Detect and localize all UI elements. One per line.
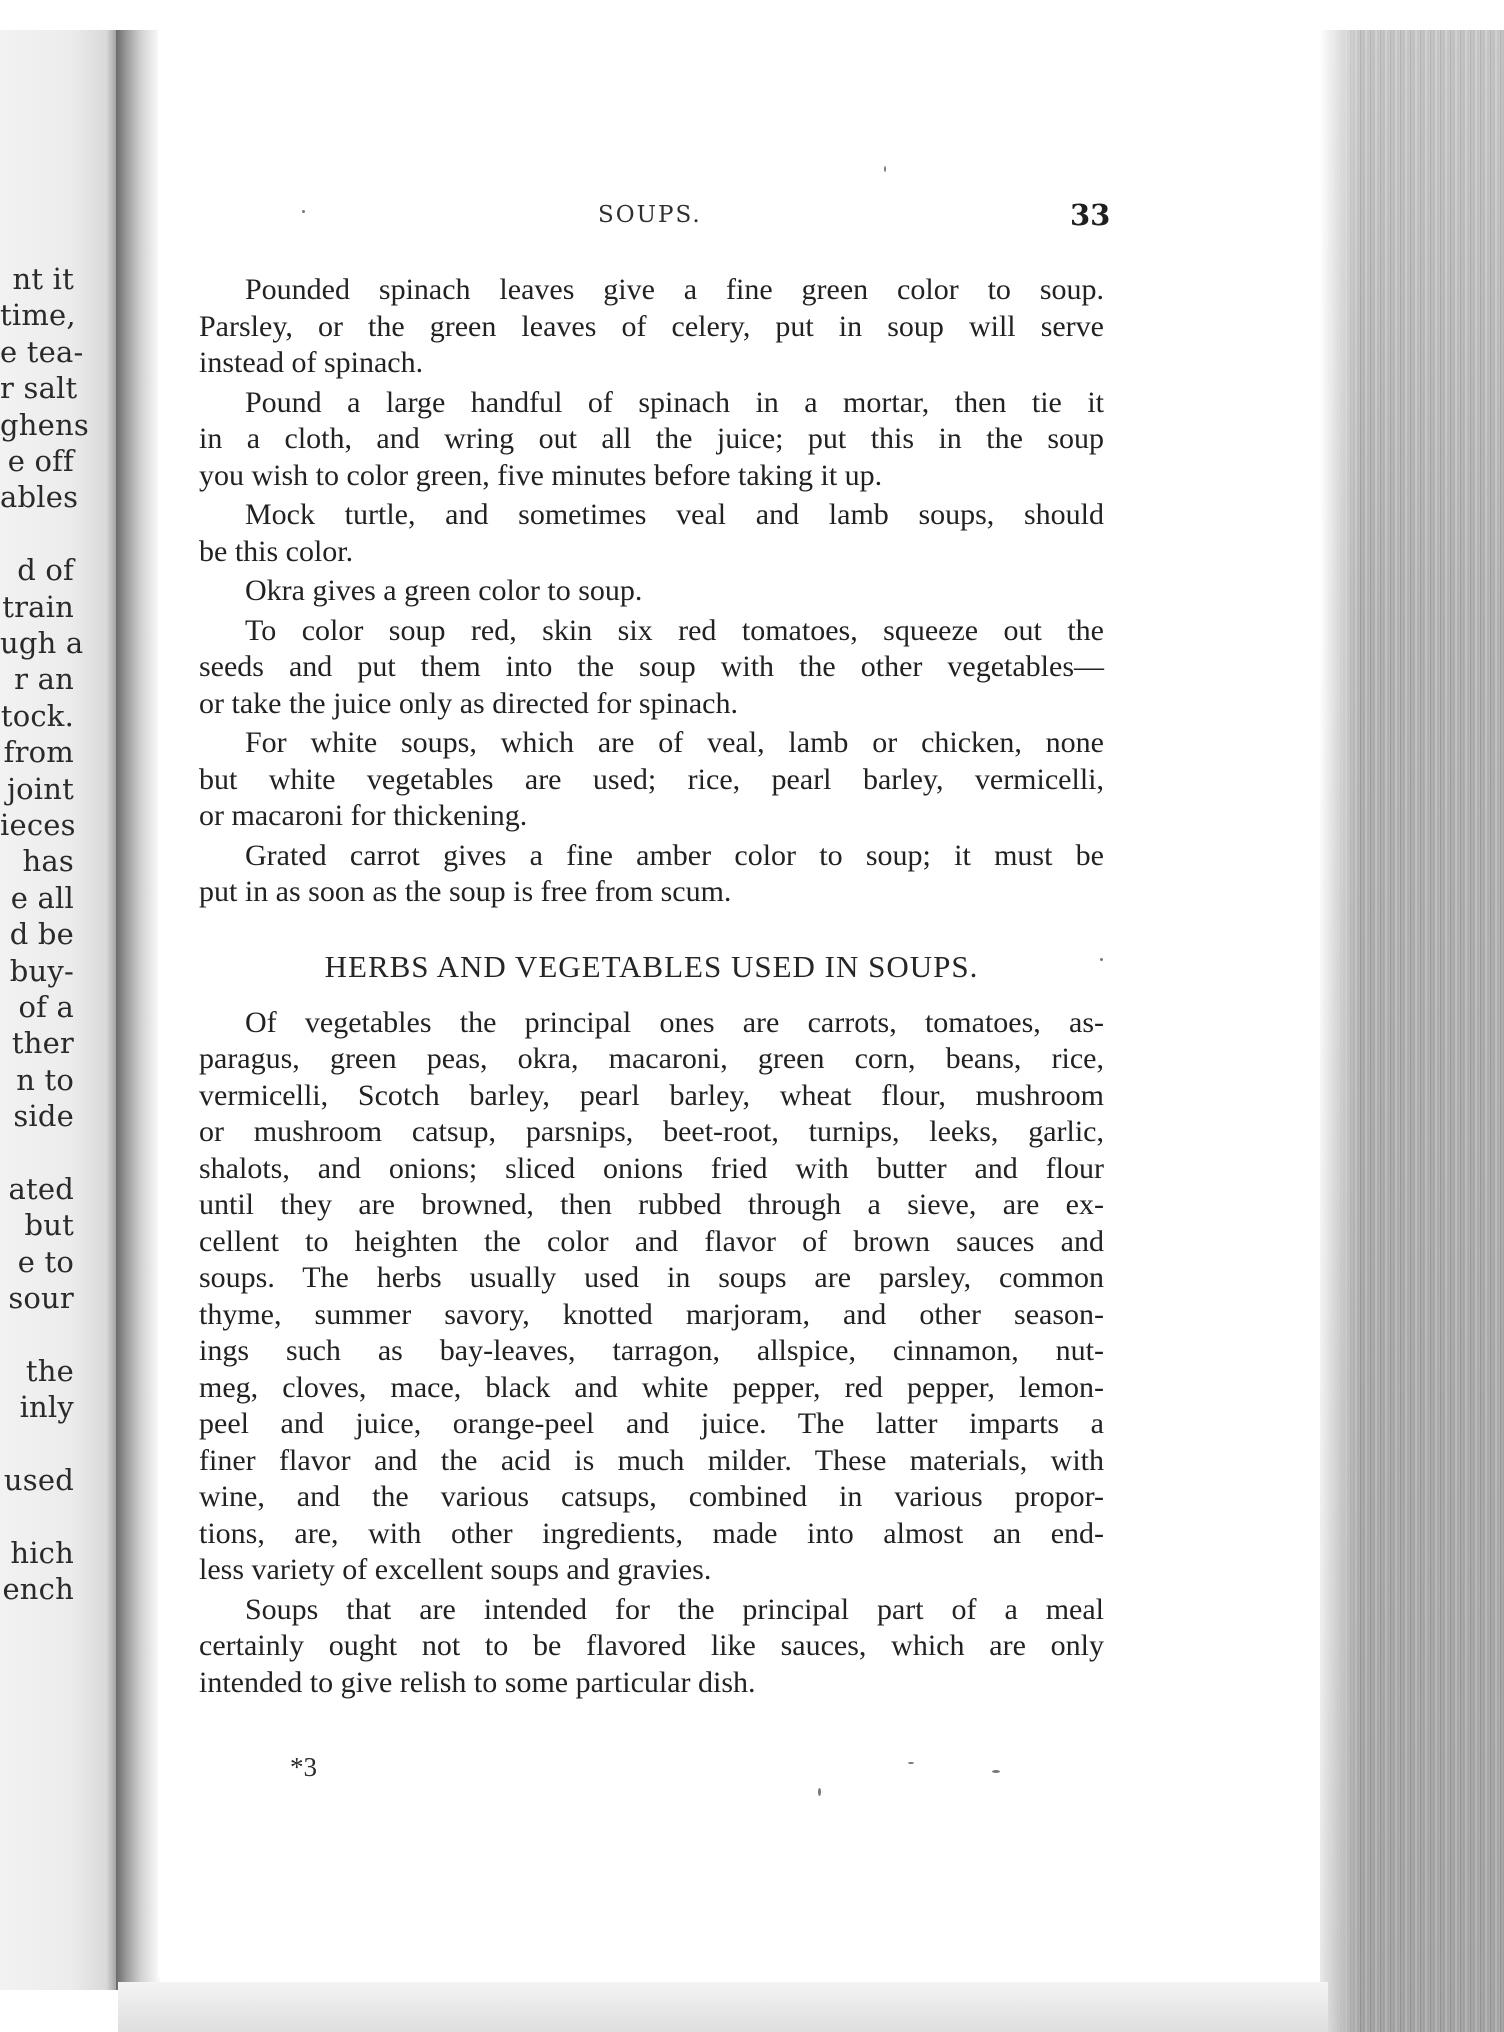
paragraph bbox=[199, 1592, 1104, 1702]
text-line: wine, and the various catsups, combined in various propor- bbox=[199, 1480, 1104, 1513]
page-gutter-shadow bbox=[116, 30, 160, 1990]
paragraph bbox=[199, 573, 1104, 610]
left-page-line: of a bbox=[18, 990, 74, 1024]
paragraph bbox=[199, 613, 1104, 723]
paragraph bbox=[199, 838, 1104, 911]
text-line: shalots, and onions; sliced onions fried with butter and flour bbox=[199, 1151, 1104, 1185]
text-line: finer flavor and the acid is much milder. These materials, with bbox=[199, 1443, 1104, 1477]
page-edge-shade bbox=[1320, 30, 1504, 2032]
left-page-line: d of bbox=[17, 553, 74, 588]
text-line: To color soup red, skin six red tomatoes, squeeze out the bbox=[245, 613, 1104, 647]
left-page-line: ieces bbox=[0, 808, 76, 842]
text-line: or mushroom catsup, parsnips, beet-root, turnips, leeks, garlic, bbox=[199, 1115, 1104, 1148]
page-body bbox=[199, 272, 1104, 1701]
text-line: or macaroni for thickening. bbox=[199, 799, 528, 832]
left-page-line: from bbox=[3, 735, 74, 770]
text-line: cellent to heighten the color and flavor of brown sauces and bbox=[199, 1224, 1104, 1258]
left-page-line: hich bbox=[10, 1536, 74, 1570]
text-line: For white soups, which are of veal, lamb or chicken, none bbox=[245, 726, 1104, 759]
left-page-line: r an bbox=[14, 662, 74, 697]
signature-mark: *3 bbox=[290, 1752, 317, 1782]
text-line: instead of spinach. bbox=[199, 346, 424, 379]
left-page-line: side bbox=[13, 1099, 74, 1134]
left-page-line: r salt bbox=[0, 371, 78, 406]
left-page-line: the bbox=[25, 1354, 74, 1388]
left-page-line: used bbox=[3, 1463, 74, 1498]
page-block-edge bbox=[1320, 30, 1504, 2032]
left-page-line: tock. bbox=[0, 698, 74, 733]
left-page-line: but bbox=[24, 1208, 74, 1243]
text-line: you wish to color green, five minutes before taking it up. bbox=[199, 458, 883, 492]
scan-speck bbox=[908, 1762, 914, 1764]
paragraph bbox=[199, 497, 1104, 570]
text-line: meg, cloves, mace, black and white pepper, red pepper, lemon- bbox=[199, 1370, 1104, 1404]
left-page-line: e tea- bbox=[0, 334, 84, 369]
left-page-line: inly bbox=[19, 1390, 74, 1425]
text-line: Mock turtle, and sometimes veal and lamb soups, should bbox=[245, 498, 1104, 531]
text-line: vermicelli, Scotch barley, pearl barley, wheat flour, mushroom bbox=[199, 1078, 1104, 1112]
text-line: until they are browned, then rubbed through a sieve, are ex- bbox=[199, 1188, 1104, 1221]
text-line: soups. The herbs usually used in soups are parsley, common bbox=[199, 1261, 1104, 1294]
left-page-line: e off bbox=[7, 444, 74, 478]
running-head: SOUPS. bbox=[598, 202, 702, 228]
scan-speck bbox=[992, 1770, 1000, 1773]
scan-speck bbox=[818, 1788, 821, 1796]
text-line: but white vegetables are used; rice, pearl barley, vermicelli, bbox=[199, 762, 1104, 796]
left-page-line: nt it bbox=[12, 262, 74, 296]
text-line: tions, are, with other ingredients, made into almost an end- bbox=[199, 1516, 1104, 1550]
text-line: Okra gives a green color to soup. bbox=[245, 574, 643, 607]
text-line: seeds and put them into the soup with the other vegetables— bbox=[199, 650, 1104, 683]
left-page-line: buy- bbox=[9, 953, 74, 988]
text-line: certainly ought not to be flavored like sauces, which are only bbox=[199, 1629, 1104, 1662]
text-line: put in as soon as the soup is free from scum. bbox=[199, 875, 732, 908]
text-line: intended to give relish to some particular dish. bbox=[199, 1665, 756, 1699]
paragraphs-top bbox=[199, 272, 1104, 911]
paragraph bbox=[199, 1005, 1104, 1589]
scan-speck bbox=[302, 210, 305, 213]
paragraph bbox=[199, 272, 1104, 382]
text-line: ings such as bay-leaves, tarragon, allspice, cinnamon, nut- bbox=[199, 1334, 1104, 1367]
text-line: Soups that are intended for the principal part of a meal bbox=[245, 1592, 1104, 1626]
text-line: Pounded spinach leaves give a fine green color to soup. bbox=[245, 273, 1104, 306]
paragraph bbox=[199, 385, 1104, 495]
left-page-line: has bbox=[22, 844, 74, 879]
scan-speck bbox=[1100, 958, 1103, 961]
left-page-line: time, bbox=[0, 298, 76, 333]
text-line: be this color. bbox=[199, 534, 354, 568]
left-page-line: sour bbox=[8, 1281, 74, 1316]
text-line: Grated carrot gives a fine amber color to soup; it must be bbox=[245, 838, 1104, 872]
left-page-line: ables bbox=[0, 480, 79, 515]
left-page-line: e all bbox=[10, 880, 74, 915]
left-page-line: joint bbox=[6, 771, 74, 806]
text-line: or take the juice only as directed for spinach. bbox=[199, 686, 738, 720]
paragraph bbox=[199, 725, 1104, 835]
page-bottom-edge bbox=[118, 1982, 1328, 2032]
text-line: Pound a large handful of spinach in a mortar, then tie it bbox=[245, 385, 1104, 419]
text-line: less variety of excellent soups and gravies. bbox=[199, 1553, 712, 1586]
left-page-line: ghens bbox=[0, 407, 89, 442]
text-line: in a cloth, and wring out all the juice; put this in the soup bbox=[199, 422, 1104, 455]
left-page-line: d be bbox=[9, 917, 74, 952]
section-title: HERBS AND VEGETABLES USED IN SOUPS. bbox=[324, 948, 979, 984]
left-page-line: e to bbox=[17, 1244, 74, 1279]
page-number: 33 bbox=[1070, 198, 1111, 232]
scan-speck bbox=[884, 166, 886, 172]
paragraphs-bottom bbox=[199, 1005, 1104, 1702]
left-page-line: train bbox=[2, 589, 74, 624]
left-page-line: ench bbox=[2, 1572, 74, 1607]
text-line: Of vegetables the principal ones are carrots, tomatoes, as- bbox=[245, 1005, 1104, 1039]
text-line: paragus, green peas, okra, macaroni, green corn, beans, rice, bbox=[199, 1042, 1104, 1075]
text-line: peel and juice, orange-peel and juice. The latter imparts a bbox=[199, 1407, 1104, 1440]
text-line: Parsley, or the green leaves of celery, put in soup will serve bbox=[199, 309, 1104, 343]
left-page-fragment bbox=[0, 30, 118, 1990]
left-page-line: n to bbox=[16, 1062, 74, 1097]
left-page-line: ugh a bbox=[0, 626, 84, 660]
left-page-line: ther bbox=[11, 1026, 74, 1061]
left-page-line: ated bbox=[8, 1172, 74, 1206]
text-line: thyme, summer savory, knotted marjoram, and other season- bbox=[199, 1297, 1104, 1331]
